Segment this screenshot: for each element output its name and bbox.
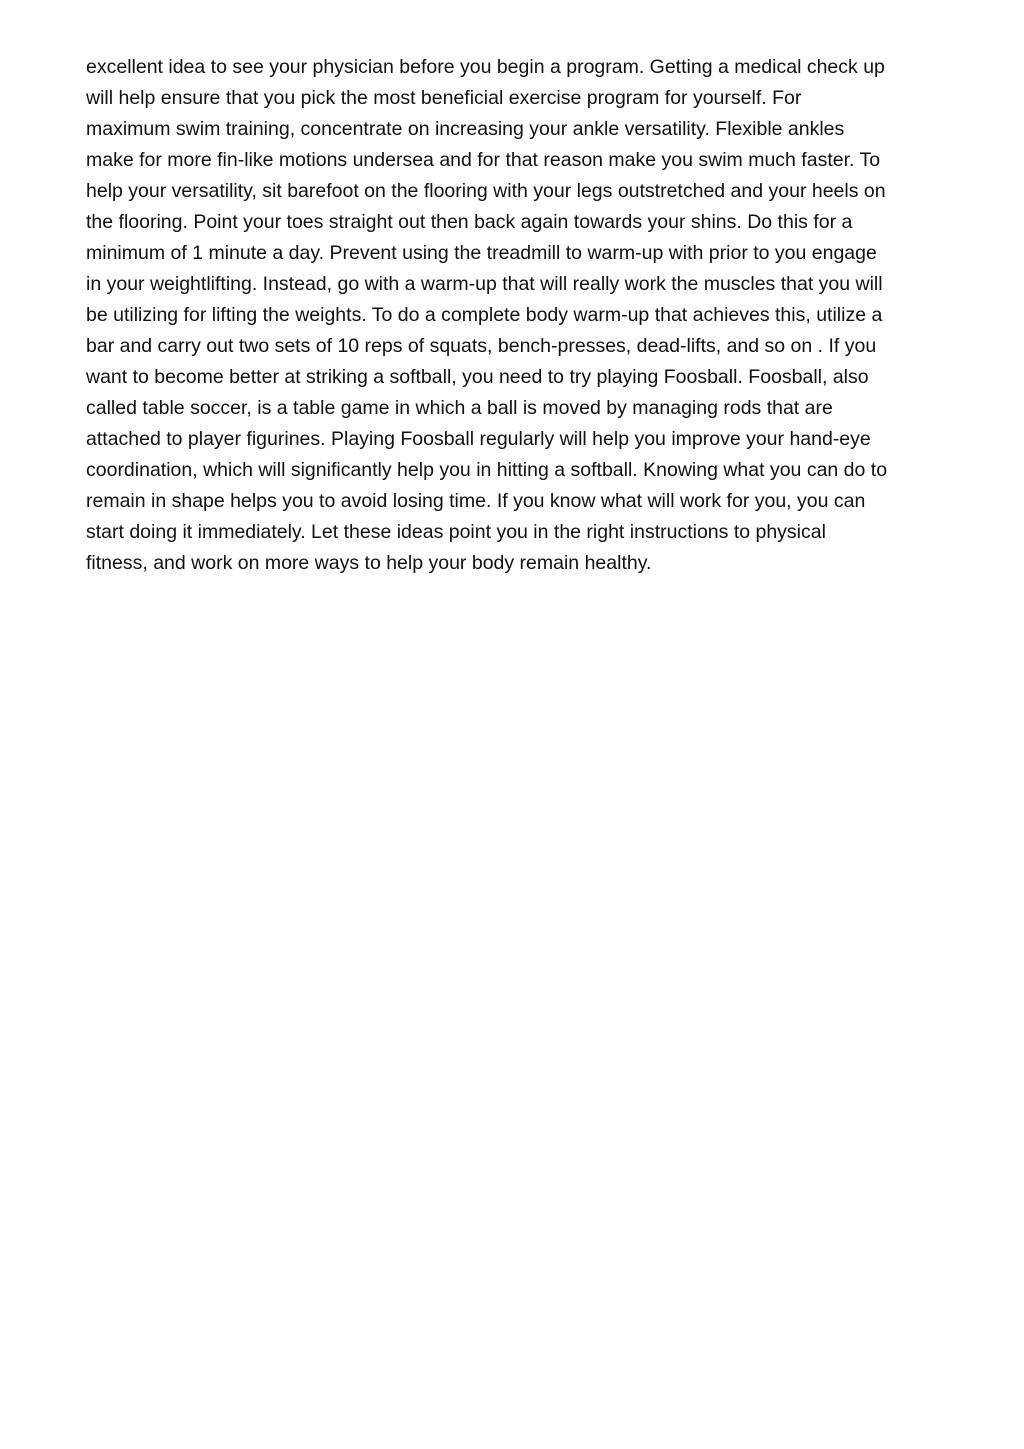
- text-line: excellent idea to see your physician before you begin a program. Getting a medical check up: [86, 56, 885, 78]
- text-line: minimum of 1 minute a day. Prevent using the treadmill to warm-up with prior to you engage: [86, 242, 877, 264]
- text-line: called table soccer, is a table game in which a ball is moved by managing rods that are: [86, 397, 833, 419]
- body-paragraph: [86, 52, 946, 579]
- text-line: coordination, which will significantly help you in hitting a softball. Knowing what you can do to: [86, 459, 888, 481]
- text-line: in your weightlifting. Instead, go with a warm-up that will really work the muscles that you will: [86, 273, 883, 295]
- text-line: help your versatility, sit barefoot on the flooring with your legs outstretched and your heels on: [86, 180, 886, 202]
- text-line: fitness, and work on more ways to help your body remain healthy.: [86, 552, 652, 574]
- text-line: attached to player figurines. Playing Foosball regularly will help you improve your hand-eye: [86, 428, 871, 450]
- text-line: make for more fin-like motions undersea and for that reason make you swim much faster. To: [86, 149, 881, 171]
- text-line: will help ensure that you pick the most beneficial exercise program for yourself. For: [86, 87, 802, 109]
- text-line: bar and carry out two sets of 10 reps of squats, bench-presses, dead-lifts, and so on . If you: [86, 335, 877, 357]
- text-line: the flooring. Point your toes straight out then back again towards your shins. Do this for a: [86, 211, 853, 233]
- text-line: remain in shape helps you to avoid losing time. If you know what will work for you, you can: [86, 490, 866, 512]
- text-line: maximum swim training, concentrate on increasing your ankle versatility. Flexible ankles: [86, 118, 845, 140]
- text-line: want to become better at striking a softball, you need to try playing Foosball. Foosball, also: [86, 366, 869, 388]
- text-line: start doing it immediately. Let these ideas point you in the right instructions to physical: [86, 521, 826, 543]
- text-line: be utilizing for lifting the weights. To do a complete body warm-up that achieves this, utilize a: [86, 304, 883, 326]
